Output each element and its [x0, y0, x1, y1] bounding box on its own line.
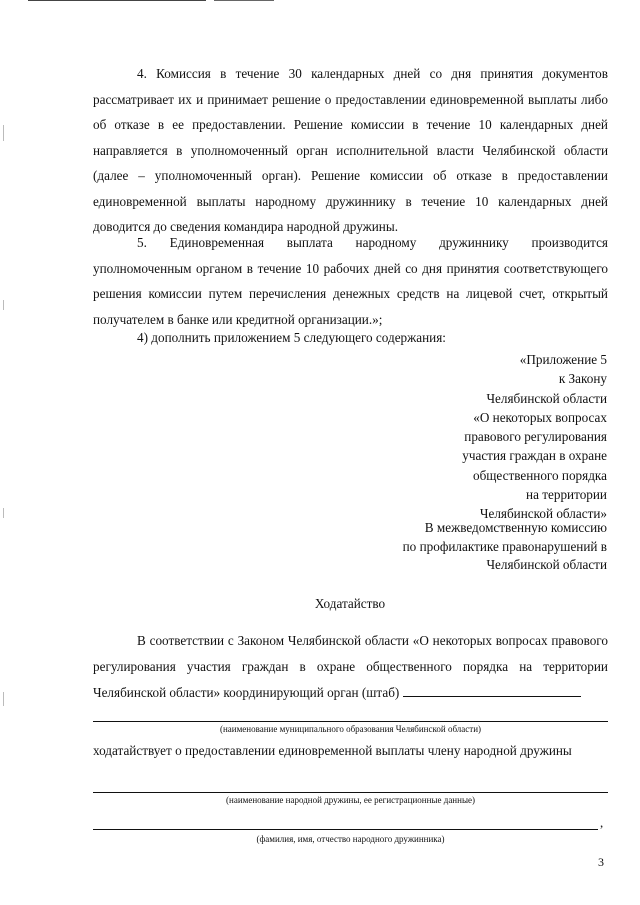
appendix-line: «Приложение 5 — [519, 352, 607, 367]
person-fill-line — [93, 829, 598, 830]
scan-top-rule — [214, 0, 274, 1]
amendment-item-4 — [93, 325, 608, 351]
paragraph-5-text: 5. Единовременная выплата народному дружиннику производится уполномоченным органом в течение 10 рабочих дней со дня принятия соответствующего решения комиссии путем перечисления денежных средств на лицевой счет, открытый получателем в банке или кредитной организации.»; — [93, 235, 608, 327]
paragraph-item-5 — [93, 230, 608, 332]
addressee-line: по профилактике правонарушений в — [402, 538, 607, 554]
petition-paragraph — [93, 628, 608, 706]
headquarters-fill-line — [403, 683, 581, 697]
amendment-4-text: 4) дополнить приложением 5 следующего содержания: — [137, 330, 446, 345]
scan-top-rule — [28, 0, 206, 1]
appendix-line: участия граждан в охране — [462, 448, 607, 464]
municipality-caption: (наименование муниципального образования Челябинской области) — [219, 724, 482, 734]
trailing-comma: , — [600, 815, 604, 830]
appendix-heading-block — [347, 350, 607, 524]
appendix-line: Челябинской области» — [479, 506, 607, 522]
scan-edge-mark — [3, 125, 4, 141]
paragraph-item-4 — [93, 61, 608, 240]
paragraph-4-text: 4. Комиссия в течение 30 календарных дней со дня принятия документов рассматривает их и принимает решение о предоставлении единовременной выплаты либо об отказе в ее предоставлении. Решение комиссии в течение 10 календарных дней направляется в уполномоченный орган исполнительной власти Челябинской области (далее – уполномоченный орган). Решение комиссии об отказе в предоставлении единовременной выплаты народному дружиннику в течение 10 календарных дней доводится до сведения командира народной дружины. — [93, 66, 608, 234]
addressee-line: Челябинской области — [486, 557, 607, 572]
druzhina-fill-line — [93, 792, 608, 793]
appendix-line: на территории — [526, 487, 607, 503]
petition-text: В соответствии с Законом Челябинской области «О некоторых вопросах правового регулирования участия граждан в охране общественного порядка на территории Челябинской области» координирующий орган (штаб) — [93, 633, 608, 700]
appendix-line: к Закону — [558, 371, 607, 387]
municipality-fill-line — [93, 721, 608, 722]
appendix-line: Челябинской области — [486, 390, 607, 406]
scan-edge-mark — [3, 508, 4, 518]
addressee-block — [347, 519, 607, 575]
petition-text-continued: ходатайствует о предоставлении единовременной выплаты члену народной дружины — [93, 743, 572, 758]
page-number: 3 — [598, 855, 604, 869]
scan-edge-mark — [3, 692, 4, 706]
druzhina-caption: (наименование народной дружины, ее регистрационные данные) — [226, 795, 475, 805]
person-caption: (фамилия, имя, отчество народного дружинника) — [256, 834, 445, 844]
appendix-line: «О некоторых вопросах — [473, 409, 607, 425]
scan-edge-mark — [3, 300, 4, 310]
appendix-line: общественного порядка — [472, 467, 607, 483]
document-title: Ходатайство — [314, 596, 386, 611]
addressee-line: В межведомственную комиссию — [424, 520, 607, 535]
appendix-line: правового регулирования — [464, 429, 607, 445]
